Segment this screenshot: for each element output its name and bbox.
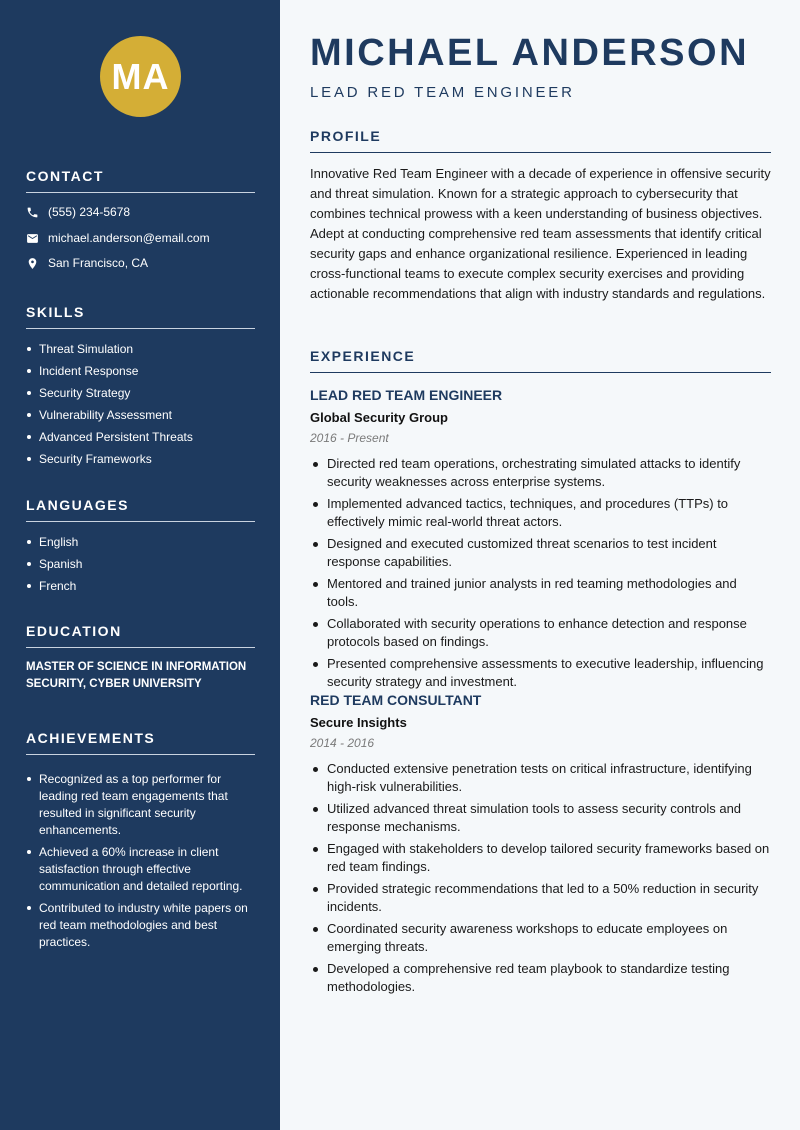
- job-title: RED TEAM CONSULTANT: [310, 692, 482, 708]
- job-dates: 2016 - Present: [310, 431, 389, 445]
- list-item: Vulnerability Assessment: [26, 407, 255, 424]
- list-item: Contributed to industry white papers on red team methodologies and best practices.: [26, 900, 255, 951]
- contact-heading: CONTACT: [26, 168, 255, 193]
- candidate-role: LEAD RED TEAM ENGINEER: [310, 84, 575, 101]
- phone-text: (555) 234-5678: [48, 205, 131, 219]
- candidate-name: MICHAEL ANDERSON: [310, 32, 750, 74]
- list-item: Implemented advanced tactics, techniques, and procedures (TTPs) to effectively mimic real-world threat actors.: [310, 495, 771, 531]
- location-text: San Francisco, CA: [48, 256, 149, 270]
- job-bullets: [310, 760, 771, 1000]
- list-item: Provided strategic recommendations that led to a 50% reduction in security incidents.: [310, 880, 771, 916]
- company-name: Global Security Group: [310, 410, 448, 425]
- list-item: Advanced Persistent Threats: [26, 429, 255, 446]
- list-item: Collaborated with security operations to enhance detection and response protocols based on findings.: [310, 615, 771, 651]
- list-item: French: [26, 578, 255, 595]
- contact-phone: [26, 205, 130, 219]
- mail-icon: [26, 232, 39, 245]
- phone-icon: [26, 206, 39, 219]
- list-item: Designed and executed customized threat scenarios to test incident response capabilities.: [310, 535, 771, 571]
- sidebar: [0, 0, 280, 1130]
- achievements-heading: ACHIEVEMENTS: [26, 730, 255, 755]
- contact-location: [26, 256, 148, 270]
- profile-text: Innovative Red Team Engineer with a decade of experience in offensive security and threat simulation. Known for a strategic approach to cybersecurity that combines technical prowess with a keen understanding of business objectives. Adept at conducting comprehensive red team assessments that identify critical security gaps and enhance organizational resilience. Experienced in leading cross-functional teams to execute complex security exercises and providing actionable recommendations that align with industry standards and regulations.: [310, 166, 771, 301]
- company-name: Secure Insights: [310, 715, 407, 730]
- list-item: English: [26, 534, 255, 551]
- contact-email: [26, 231, 210, 245]
- languages-list: [26, 534, 255, 600]
- location-pin-icon: [26, 257, 39, 270]
- skills-list: [26, 341, 255, 473]
- job-title: LEAD RED TEAM ENGINEER: [310, 387, 503, 403]
- list-item: Security Frameworks: [26, 451, 255, 468]
- avatar-initials: MA: [100, 36, 181, 117]
- education-degree: MASTER OF SCIENCE IN INFORMATION SECURITY, CYBER UNIVERSITY: [26, 661, 247, 690]
- list-item: Engaged with stakeholders to develop tailored security frameworks based on red team findings.: [310, 840, 771, 876]
- list-item: Threat Simulation: [26, 341, 255, 358]
- list-item: Utilized advanced threat simulation tools to assess security controls and response mechanisms.: [310, 800, 771, 836]
- list-item: Spanish: [26, 556, 255, 573]
- list-item: Presented comprehensive assessments to executive leadership, influencing security strategy and investment.: [310, 655, 771, 691]
- list-item: Mentored and trained junior analysts in red teaming methodologies and tools.: [310, 575, 771, 611]
- job-dates: 2014 - 2016: [310, 736, 375, 750]
- email-text[interactable]: michael.anderson@email.com: [48, 231, 210, 245]
- achievements-list: [26, 771, 255, 956]
- job-bullets: [310, 455, 771, 695]
- list-item: Conducted extensive penetration tests on critical infrastructure, identifying high-risk vulnerabilities.: [310, 760, 771, 796]
- languages-heading: LANGUAGES: [26, 497, 255, 522]
- list-item: Incident Response: [26, 363, 255, 380]
- list-item: Achieved a 60% increase in client satisfaction through effective communication and detailed reporting.: [26, 844, 255, 895]
- list-item: Directed red team operations, orchestrating simulated attacks to identify security weaknesses across enterprise systems.: [310, 455, 771, 491]
- skills-heading: SKILLS: [26, 304, 255, 329]
- list-item: Security Strategy: [26, 385, 255, 402]
- list-item: Recognized as a top performer for leading red team engagements that resulted in significant security enhancements.: [26, 771, 255, 839]
- list-item: Coordinated security awareness workshops to educate employees on emerging threats.: [310, 920, 771, 956]
- education-heading: EDUCATION: [26, 623, 255, 648]
- experience-heading: EXPERIENCE: [310, 348, 771, 373]
- profile-heading: PROFILE: [310, 128, 771, 153]
- list-item: Developed a comprehensive red team playbook to standardize testing methodologies.: [310, 960, 771, 996]
